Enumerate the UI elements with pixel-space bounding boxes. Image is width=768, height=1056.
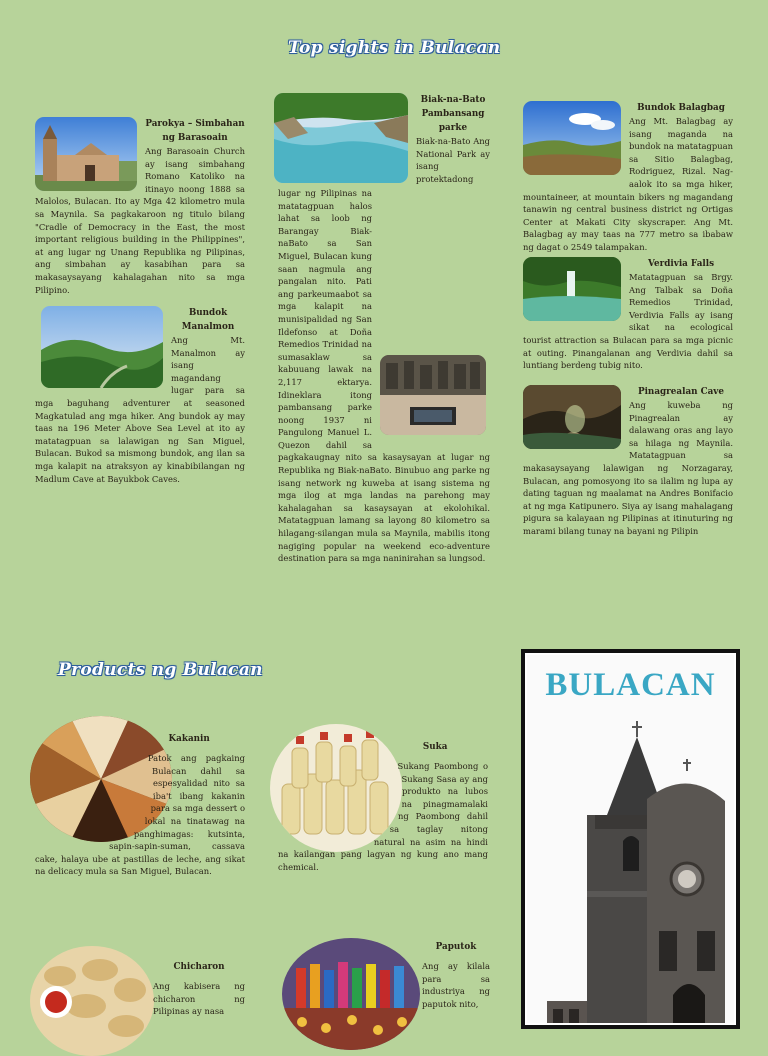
- suka-body: Sukang Paombong o Sukang Sasa ay ang produkto na lubos na pinagmamalaki ng Paombong dahil sa taglay nitong natural na asim na hindi na kailangan pang lagyan ng kung ano mang chemical.: [278, 761, 488, 872]
- pinagrealan-body: Ang kuweba ng Pinagrealan ay dalawang oras ang layo sa hilaga ng Maynila. Matatagpuan sa makasaysayang lalawigan ng Norzagaray, Bulacan, ang pomosyong ito sa ilalim ng lupa ay dating taguan ng maalamat na Andres Bonifacio at ng mga Katipunero. Siya ay isang mahalagang pigura sa kalayaan ng Pilipinas at itinuturing ng marami bilang tunay na bayani ng Pilipin: [523, 400, 733, 536]
- pinagrealan-cave-image: [523, 385, 621, 449]
- kakanin-body: Patok ang pagkaing Bulacan dahil sa espesyalidad nito sa iba't ibang kakanin para sa mga dessert o lokal na tinatawag na panghimagas: kutsinta, sapin-sapin-suman, cassava cake, halaya ube at pastillas de leche, ang sikat na delicacy mula sa San Miguel, Bulacan.: [35, 753, 245, 877]
- barasoain-church-image: [35, 117, 137, 191]
- verdivia-body: Matatagpuan sa Brgy. Ang Talbak sa Doña Remedios Trinidad, Verdivia Falls ay isang sikat na ecological tourist attraction sa Bulacan para sa mga picnic at outing. Pinangalanan ang Verdivia dahil sa luntiang berdeng tubig nito.: [523, 272, 733, 371]
- verdivia-falls-image: [523, 257, 621, 321]
- biak-na-bato-body: Biak-na-Bato Ang National Park ay isang protektadong lugar ng Pilipinas na matatagpuan halos lahat sa loob ng Barangay Biak-naBato sa San Miguel, Bulacan kung saan nagmula ang pangalan nito. Pati ang parkeumaabot sa mga kalapit na munisipalidad ng San Ildefonso at Doña Remedios Trinidad na sumasaklaw sa kabuuang lawak na 2,117 ektarya. Idineklara itong pambansang parke noong 1937 ni Pangulong Manuel L. Quezon dahil sa pagkakaugnay nito sa kasaysayan at lugar ng Republika ng Biak-naBato. Binubuo ang parke ng isang network ng kuweba at isang sistema ng mga ilog at mga landas na parehong may kahalagahan sa kasaysayan at ekolohikal. Matatagpuan lamang sa layong 80 kilometro sa hilagang-silangan mula sa Maynila, mabilis itong nagiging popular na weekend eco-adventure destination para sa mga naninirahan sa lungsod.: [278, 136, 490, 564]
- balagbag-body: Ang Mt. Balagbag ay isang maganda na bundok na matatagpuan sa Sitio Balagbag, Rodriguez, Rizal. Nag-aalok ito sa mga hiker, mountaineer, at mountain bikers ng magandang tanawin ng central business district ng Ortigas Center at Makati City skyscraper. Ang Mt. Balagbag ay may taas na 777 metro sa ibabaw ng dagat o 2549 talampakan.: [523, 116, 733, 252]
- biak-na-bato-river-image: [274, 93, 408, 183]
- products-title: Products ng Bulacan: [58, 660, 263, 680]
- bulacan-poster: [521, 649, 740, 1029]
- chicharon-body: Ang kabisera ng chicharon ng Pilipinas ay nasa: [153, 981, 245, 1017]
- mt-manalmon-image: [41, 306, 163, 388]
- paputok-heading: Paputok: [435, 942, 477, 952]
- sight-manalmon: [35, 306, 245, 485]
- product-kakanin: [35, 732, 245, 878]
- sight-biak-na-bato: [278, 93, 490, 565]
- poster-title: BULACAN: [545, 667, 716, 703]
- top-sights-title: Top sights in Bulacan: [288, 38, 501, 58]
- biak-na-bato-marker-image: [380, 355, 486, 435]
- chicharon-heading: Chicharon: [173, 962, 225, 972]
- church-illustration: [527, 711, 736, 1025]
- barasoain-body: Ang Barasoain Church ay isang simbahang Romano Katoliko na itinayo noong 1888 sa Malolos, Bulacan. Ito ay Mga 42 kilometro mula sa Maynila. Sa pagkakaroon ng titulo bilang "Cradle of Democracy in the East, the most important religious building in the Philippines", at ang lugar ng Unang Republika ng Pilipinas, ang simbahan ay kasabihan para sa makasaysayang kahalagahan nito sa mga Pilipino.: [35, 146, 245, 295]
- sight-pinagrealan: [523, 385, 733, 538]
- sight-barasoain: [35, 117, 245, 296]
- product-chicharon: [35, 960, 245, 1040]
- paputok-body: Ang ay kilala para sa industriya ng paputok nito,: [422, 961, 490, 1009]
- manalmon-body: Ang Mt. Manalmon ay isang magandang lugar para sa mga baguhang adventurer at seasoned Magkatulad ang mga hiker. Ang bundok ay may taas na 196 Meter Above Sea Level at ito ay matatagpuan sa lalawigan ng San Miguel, Bulacan. Bukod sa mismong bundok, ang ilan sa mga kalapit na atraksyon ay kinabibilangan ng Madlum Cave at Bayukbok Caves.: [35, 335, 245, 484]
- pinagrealan-heading: Pinagrealan Cave: [637, 387, 725, 397]
- sight-balagbag: [523, 101, 733, 254]
- product-suka: [278, 740, 488, 873]
- mt-balagbag-image: [523, 101, 621, 175]
- barasoain-heading: Parokya – Simbahan ng Barasoain: [145, 119, 245, 143]
- kakanin-heading: Kakanin: [168, 734, 210, 744]
- balagbag-heading: Bundok Balagbag: [637, 103, 725, 113]
- sight-verdivia: [523, 257, 733, 372]
- biak-na-bato-heading: Biak-na-Bato Pambansang parke: [420, 95, 486, 133]
- verdivia-heading: Verdivia Falls: [647, 259, 715, 269]
- product-paputok: [278, 940, 490, 1030]
- suka-heading: Suka: [422, 742, 448, 752]
- manalmon-heading: Bundok Manalmon: [181, 308, 235, 332]
